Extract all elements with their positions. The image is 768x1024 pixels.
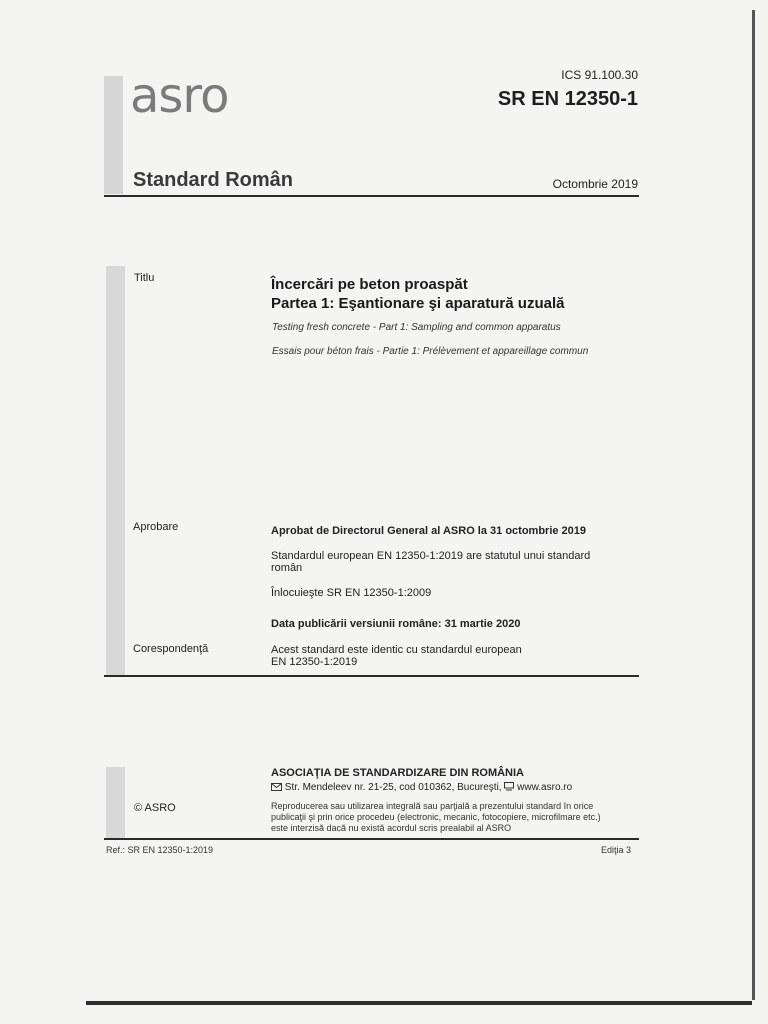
correspondence-line2: EN 12350-1:2019: [271, 656, 358, 668]
website-text[interactable]: www.asro.ro: [517, 782, 573, 793]
asro-logo: asro: [130, 68, 229, 124]
copyright-text: © ASRO: [134, 802, 176, 814]
title-french: Essais pour béton frais - Partie 1: Prélèvement et appareillage commun: [272, 346, 589, 357]
title-romanian-line2: Partea 1: Eşantionare şi aparatură uzuală: [271, 295, 565, 312]
asro-gray-strip: [106, 767, 125, 839]
title-english: Testing fresh concrete - Part 1: Sampling and common apparatus: [272, 322, 561, 333]
notice-line3: este interzisă dacă nu există acordul scris prealabil al ASRO: [271, 823, 512, 833]
edition-text: Ediţia 3: [601, 845, 632, 855]
title-label: Titlu: [134, 272, 155, 284]
status-text-line2: român: [271, 562, 303, 574]
approved-by-text: Aprobat de Directorul General al ASRO la 31 octombrie 2019: [271, 525, 587, 537]
standard-type: Standard Român: [133, 169, 294, 191]
header-divider: [104, 195, 639, 197]
publication-date-text: Data publicării versiunii române: 31 martie 2020: [271, 618, 521, 630]
standard-date: Octombrie 2019: [552, 177, 638, 191]
standard-code: SR EN 12350-1: [497, 88, 638, 110]
notice-line2: publicaţii şi prin orice procedeu (electronic, mecanic, fotocopiere, microfilmare etc.): [271, 812, 601, 822]
organization-name: ASOCIAŢIA DE STANDARDIZARE DIN ROMÂNIA: [271, 767, 524, 779]
replaces-text: Înlocuieşte SR EN 12350-1:2009: [271, 587, 432, 599]
section-divider: [104, 675, 639, 677]
correspondence-label: Corespondenţă: [133, 643, 209, 655]
scan-edge-right: [752, 10, 755, 1000]
notice-line1: Reproducerea sau utilizarea integrală sau parţială a prezentului standard în orice: [271, 801, 594, 811]
address-line: [271, 782, 572, 793]
ics-code: ICS 91.100.30: [561, 68, 638, 82]
address-text: Str. Mendeleev nr. 21-25, cod 010362, Bucureşti,: [284, 782, 502, 793]
reference-text: Ref.: SR EN 12350-1:2019: [106, 845, 214, 855]
left-gray-strip: [106, 266, 125, 676]
header-gray-bar: [104, 76, 123, 194]
approval-label: Aprobare: [133, 521, 179, 533]
status-text-line1: Standardul european EN 12350-1:2019 are statutul unui standard: [271, 550, 591, 562]
correspondence-line1: Acest standard este identic cu standardul european: [271, 644, 522, 656]
scan-edge-bottom: [86, 1001, 752, 1005]
footer-divider: [104, 838, 639, 840]
title-romanian-line1: Încercări pe beton proaspăt: [271, 276, 468, 293]
envelope-icon: [271, 783, 282, 791]
computer-icon: [504, 782, 514, 791]
